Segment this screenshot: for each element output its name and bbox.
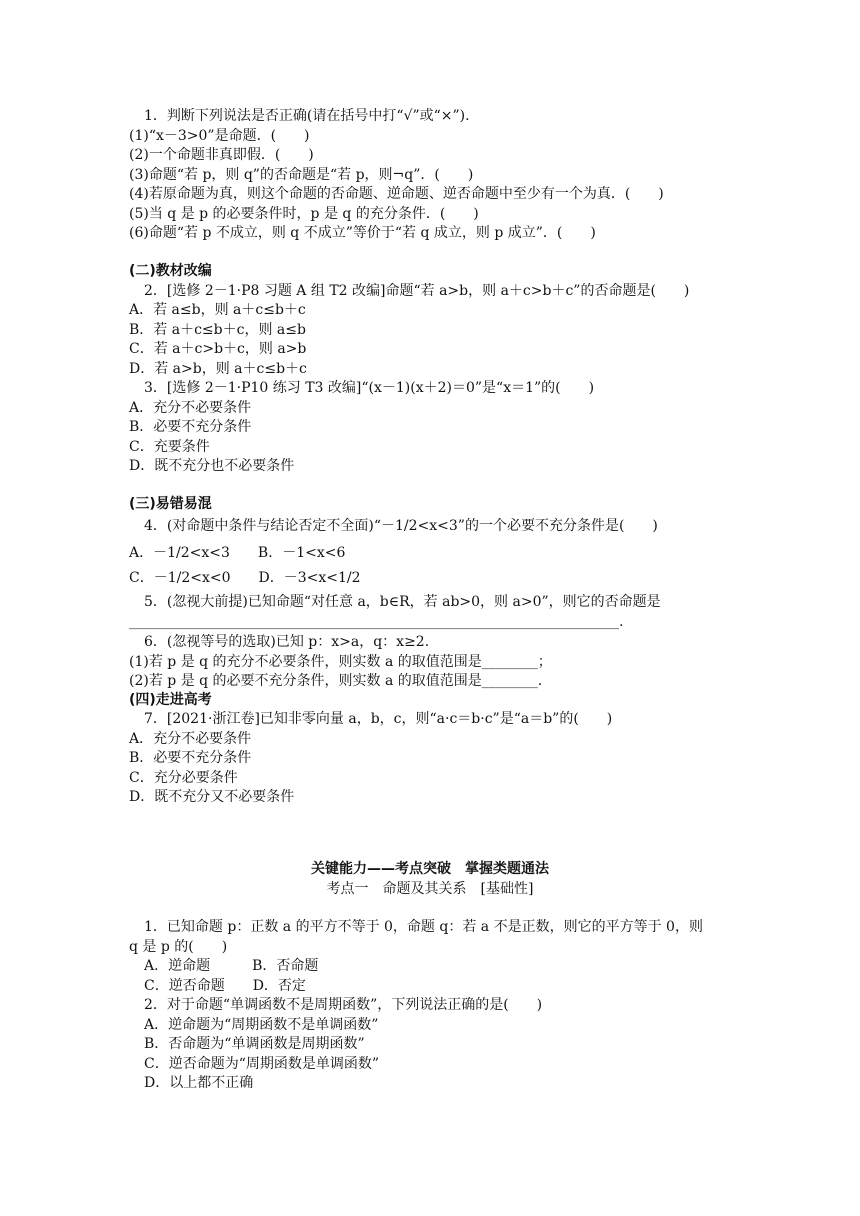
q4-options-ab: A．－1/2<x<3 B．－1<x<6 bbox=[129, 545, 346, 561]
q1-item-4: (4)若原命题为真，则这个命题的否命题、逆命题、逆否命题中至少有一个为真．( ) bbox=[129, 186, 664, 202]
k1-stem-line-2: q 是 p 的( ) bbox=[129, 939, 228, 955]
q1-item-2: (2)一个命题非真即假．( ) bbox=[129, 147, 314, 163]
q1-item-1: (1)“x－3>0”是命题．( ) bbox=[129, 128, 310, 144]
q6-stem: 6．(忽视等号的选取)已知 p：x>a，q：x≥2. bbox=[144, 634, 430, 650]
section-heading-gaokao: (四)走进高考 bbox=[129, 692, 212, 708]
q5-answer-blank: ______________________________________________________________________. bbox=[129, 614, 624, 630]
q2-option-c: C．若 a＋c>b＋c，则 a>b bbox=[129, 341, 307, 357]
q1-item-3: (3)命题“若 p，则 q”的否命题是“若 p，则¬q”．( ) bbox=[129, 167, 474, 183]
q7-option-c: C．充分必要条件 bbox=[129, 770, 238, 786]
q2-option-b: B．若 a＋c≤b＋c，则 a≤b bbox=[129, 322, 306, 338]
section-heading-textbook: (二)教材改编 bbox=[129, 263, 212, 279]
q3-option-d: D．既不充分也不必要条件 bbox=[129, 458, 295, 474]
section-title: 关键能力——考点突破 掌握类题通法 bbox=[311, 861, 549, 877]
k1-stem-line-1: 1．已知命题 p：正数 a 的平方不等于 0，命题 q：若 a 不是正数，则它的平方等于 0，则 bbox=[144, 919, 703, 935]
q4-stem: 4．(对命题中条件与结论否定不全面)“－1/2<x<3”的一个必要不充分条件是( ) bbox=[144, 518, 658, 534]
q6-sub-1: (1)若 p 是 q 的充分不必要条件，则实数 a 的取值范围是________； bbox=[129, 654, 552, 670]
q7-stem: 7．[2021·浙江卷]已知非零向量 a，b，c，则“a·c＝b·c”是“a＝b”的( ) bbox=[144, 711, 613, 727]
section-heading-errors: (三)易错易混 bbox=[129, 496, 212, 512]
q7-option-a: A．充分不必要条件 bbox=[129, 731, 252, 747]
q3-option-c: C．充要条件 bbox=[129, 439, 210, 455]
q2-option-d: D．若 a>b，则 a＋c≤b＋c bbox=[129, 361, 307, 377]
q1-stem: 1．判断下列说法是否正确(请在括号中打“√”或“×”). bbox=[144, 108, 470, 124]
q4-options-cd: C．－1/2<x<0 D．－3<x<1/2 bbox=[129, 570, 361, 586]
q1-item-6: (6)命题“若 p 不成立，则 q 不成立”等价于“若 q 成立，则 p 成立”．( ) bbox=[129, 225, 596, 241]
k2-option-c: C．逆否命题为“周期函数是单调函数” bbox=[144, 1056, 380, 1072]
q3-option-b: B．必要不充分条件 bbox=[129, 419, 252, 435]
q3-stem: 3．[选修 2－1·P10 练习 T3 改编]“(x－1)(x＋2)＝0”是“x＝1”的( ) bbox=[144, 380, 595, 396]
k2-option-a: A．逆命题为“周期函数不是单调函数” bbox=[144, 1017, 379, 1033]
q1-item-5: (5)当 q 是 p 的必要条件时，p 是 q 的充分条件．( ) bbox=[129, 206, 479, 222]
section-subtitle: 考点一 命题及其关系 [基础性] bbox=[326, 881, 534, 897]
k1-options-ab: A．逆命题 B．否命题 bbox=[144, 958, 319, 974]
q7-option-b: B．必要不充分条件 bbox=[129, 750, 252, 766]
q2-stem: 2．[选修 2－1·P8 习题 A 组 T2 改编]命题“若 a>b，则 a＋c>b＋c”的否命题是( ) bbox=[144, 283, 690, 299]
k2-stem: 2．对于命题“单调函数不是周期函数”，下列说法正确的是( ) bbox=[144, 997, 543, 1013]
q3-option-a: A．充分不必要条件 bbox=[129, 400, 252, 416]
k2-option-d: D．以上都不正确 bbox=[144, 1075, 254, 1091]
k2-option-b: B．否命题为“单调函数是周期函数” bbox=[144, 1036, 365, 1052]
k1-options-cd: C．逆否命题 D．否定 bbox=[144, 978, 306, 994]
q2-option-a: A．若 a≤b，则 a＋c≤b＋c bbox=[129, 302, 306, 318]
q7-option-d: D．既不充分又不必要条件 bbox=[129, 789, 295, 805]
q5-stem: 5．(忽视大前提)已知命题“对任意 a，b∈R，若 ab>0，则 a>0”，则它的否命题是 bbox=[144, 594, 661, 610]
q6-sub-2: (2)若 p 是 q 的必要不充分条件，则实数 a 的取值范围是________. bbox=[129, 673, 543, 689]
